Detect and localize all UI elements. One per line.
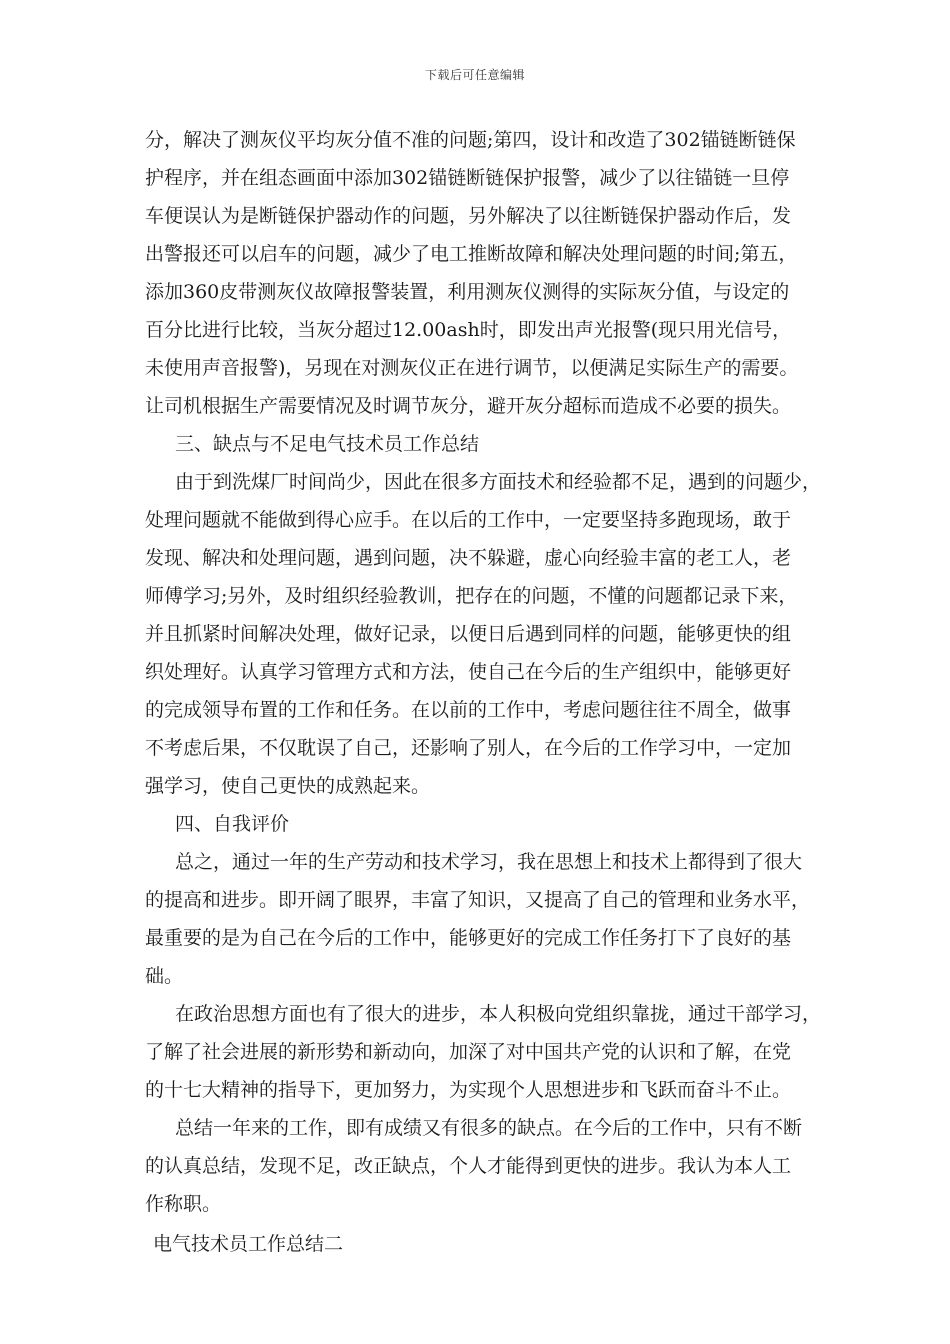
text-line: 未使用声音报警)，另现在对测灰仪正在进行调节，以便满足实际生产的需要。 xyxy=(145,357,799,379)
document-section-title: 电气技术员工作总结二 xyxy=(153,1233,344,1255)
text-line: 础。 xyxy=(145,965,184,987)
text-line: 分，解决了测灰仪平均灰分值不准的问题;第四，设计和改造了302锚链断链保 xyxy=(145,129,796,151)
text-line: 不考虑后果，不仅耽误了自己，还影响了别人，在今后的工作学习中，一定加 xyxy=(145,737,792,759)
text-line: 车便误认为是断链保护器动作的问题，另外解决了以往断链保护器动作后，发 xyxy=(145,205,792,227)
text-line: 织处理好。认真学习管理方式和方法，使自己在今后的生产组织中，能够更好 xyxy=(145,661,792,683)
text-line: 护程序，并在组态画面中添加302锚链断链保护报警，减少了以往锚链一旦停 xyxy=(145,167,790,189)
text-line: 发现、解决和处理问题，遇到问题，决不躲避，虚心向经验丰富的老工人，老 xyxy=(145,547,792,569)
page-header-note: 下载后可任意编辑 xyxy=(424,68,525,82)
text-line: 的认真总结，发现不足，改正缺点，个人才能得到更快的进步。我认为本人工 xyxy=(145,1155,792,1177)
text-line: 的十七大精神的指导下，更加努力，为实现个人思想进步和飞跃而奋斗不止。 xyxy=(145,1079,792,1101)
text-line: 在政治思想方面也有了很大的进步，本人积极向党组织靠拢，通过干部学习， xyxy=(175,1003,822,1025)
text-line: 总结一年来的工作，即有成绩又有很多的缺点。在今后的工作中，只有不断 xyxy=(175,1117,803,1139)
text-line: 的提高和进步。即开阔了眼界，丰富了知识，又提高了自己的管理和业务水平， xyxy=(145,889,811,911)
text-line: 处理问题就不能做到得心应手。在以后的工作中，一定要坚持多跑现场，敢于 xyxy=(145,509,792,531)
text-line: 百分比进行比较，当灰分超过12.00ash时，即发出声光报警(现只用光信号， xyxy=(145,319,792,341)
text-line: 让司机根据生产需要情况及时调节灰分，避开灰分超标而造成不必要的损失。 xyxy=(145,395,792,417)
section-heading-4: 四、自我评价 xyxy=(175,813,290,835)
text-line: 强学习，使自己更快的成熟起来。 xyxy=(145,775,431,797)
section-heading-3: 三、缺点与不足电气技术员工作总结 xyxy=(175,433,480,455)
text-line: 师傅学习;另外，及时组织经验教训，把存在的问题，不懂的问题都记录下来， xyxy=(145,585,798,607)
text-line: 了解了社会进展的新形势和新动向，加深了对中国共产党的认识和了解，在党 xyxy=(145,1041,792,1063)
text-line: 的完成领导布置的工作和任务。在以前的工作中，考虑问题往往不周全，做事 xyxy=(145,699,792,721)
text-line: 出警报还可以启车的问题，减少了电工推断故障和解决处理问题的时间;第五， xyxy=(145,243,798,265)
document-body xyxy=(145,121,822,1263)
text-line: 作称职。 xyxy=(145,1193,222,1215)
text-line: 添加360皮带测灰仪故障报警装置，利用测灰仪测得的实际灰分值，与设定的 xyxy=(145,281,790,303)
text-line: 总之，通过一年的生产劳动和技术学习，我在思想上和技术上都得到了很大 xyxy=(175,851,803,873)
text-line: 由于到洗煤厂时间尚少，因此在很多方面技术和经验都不足，遇到的问题少， xyxy=(175,471,822,493)
text-line: 并且抓紧时间解决处理，做好记录，以便日后遇到同样的问题，能够更快的组 xyxy=(145,623,792,645)
text-line: 最重要的是为自己在今后的工作中，能够更好的完成工作任务打下了良好的基 xyxy=(145,927,792,949)
